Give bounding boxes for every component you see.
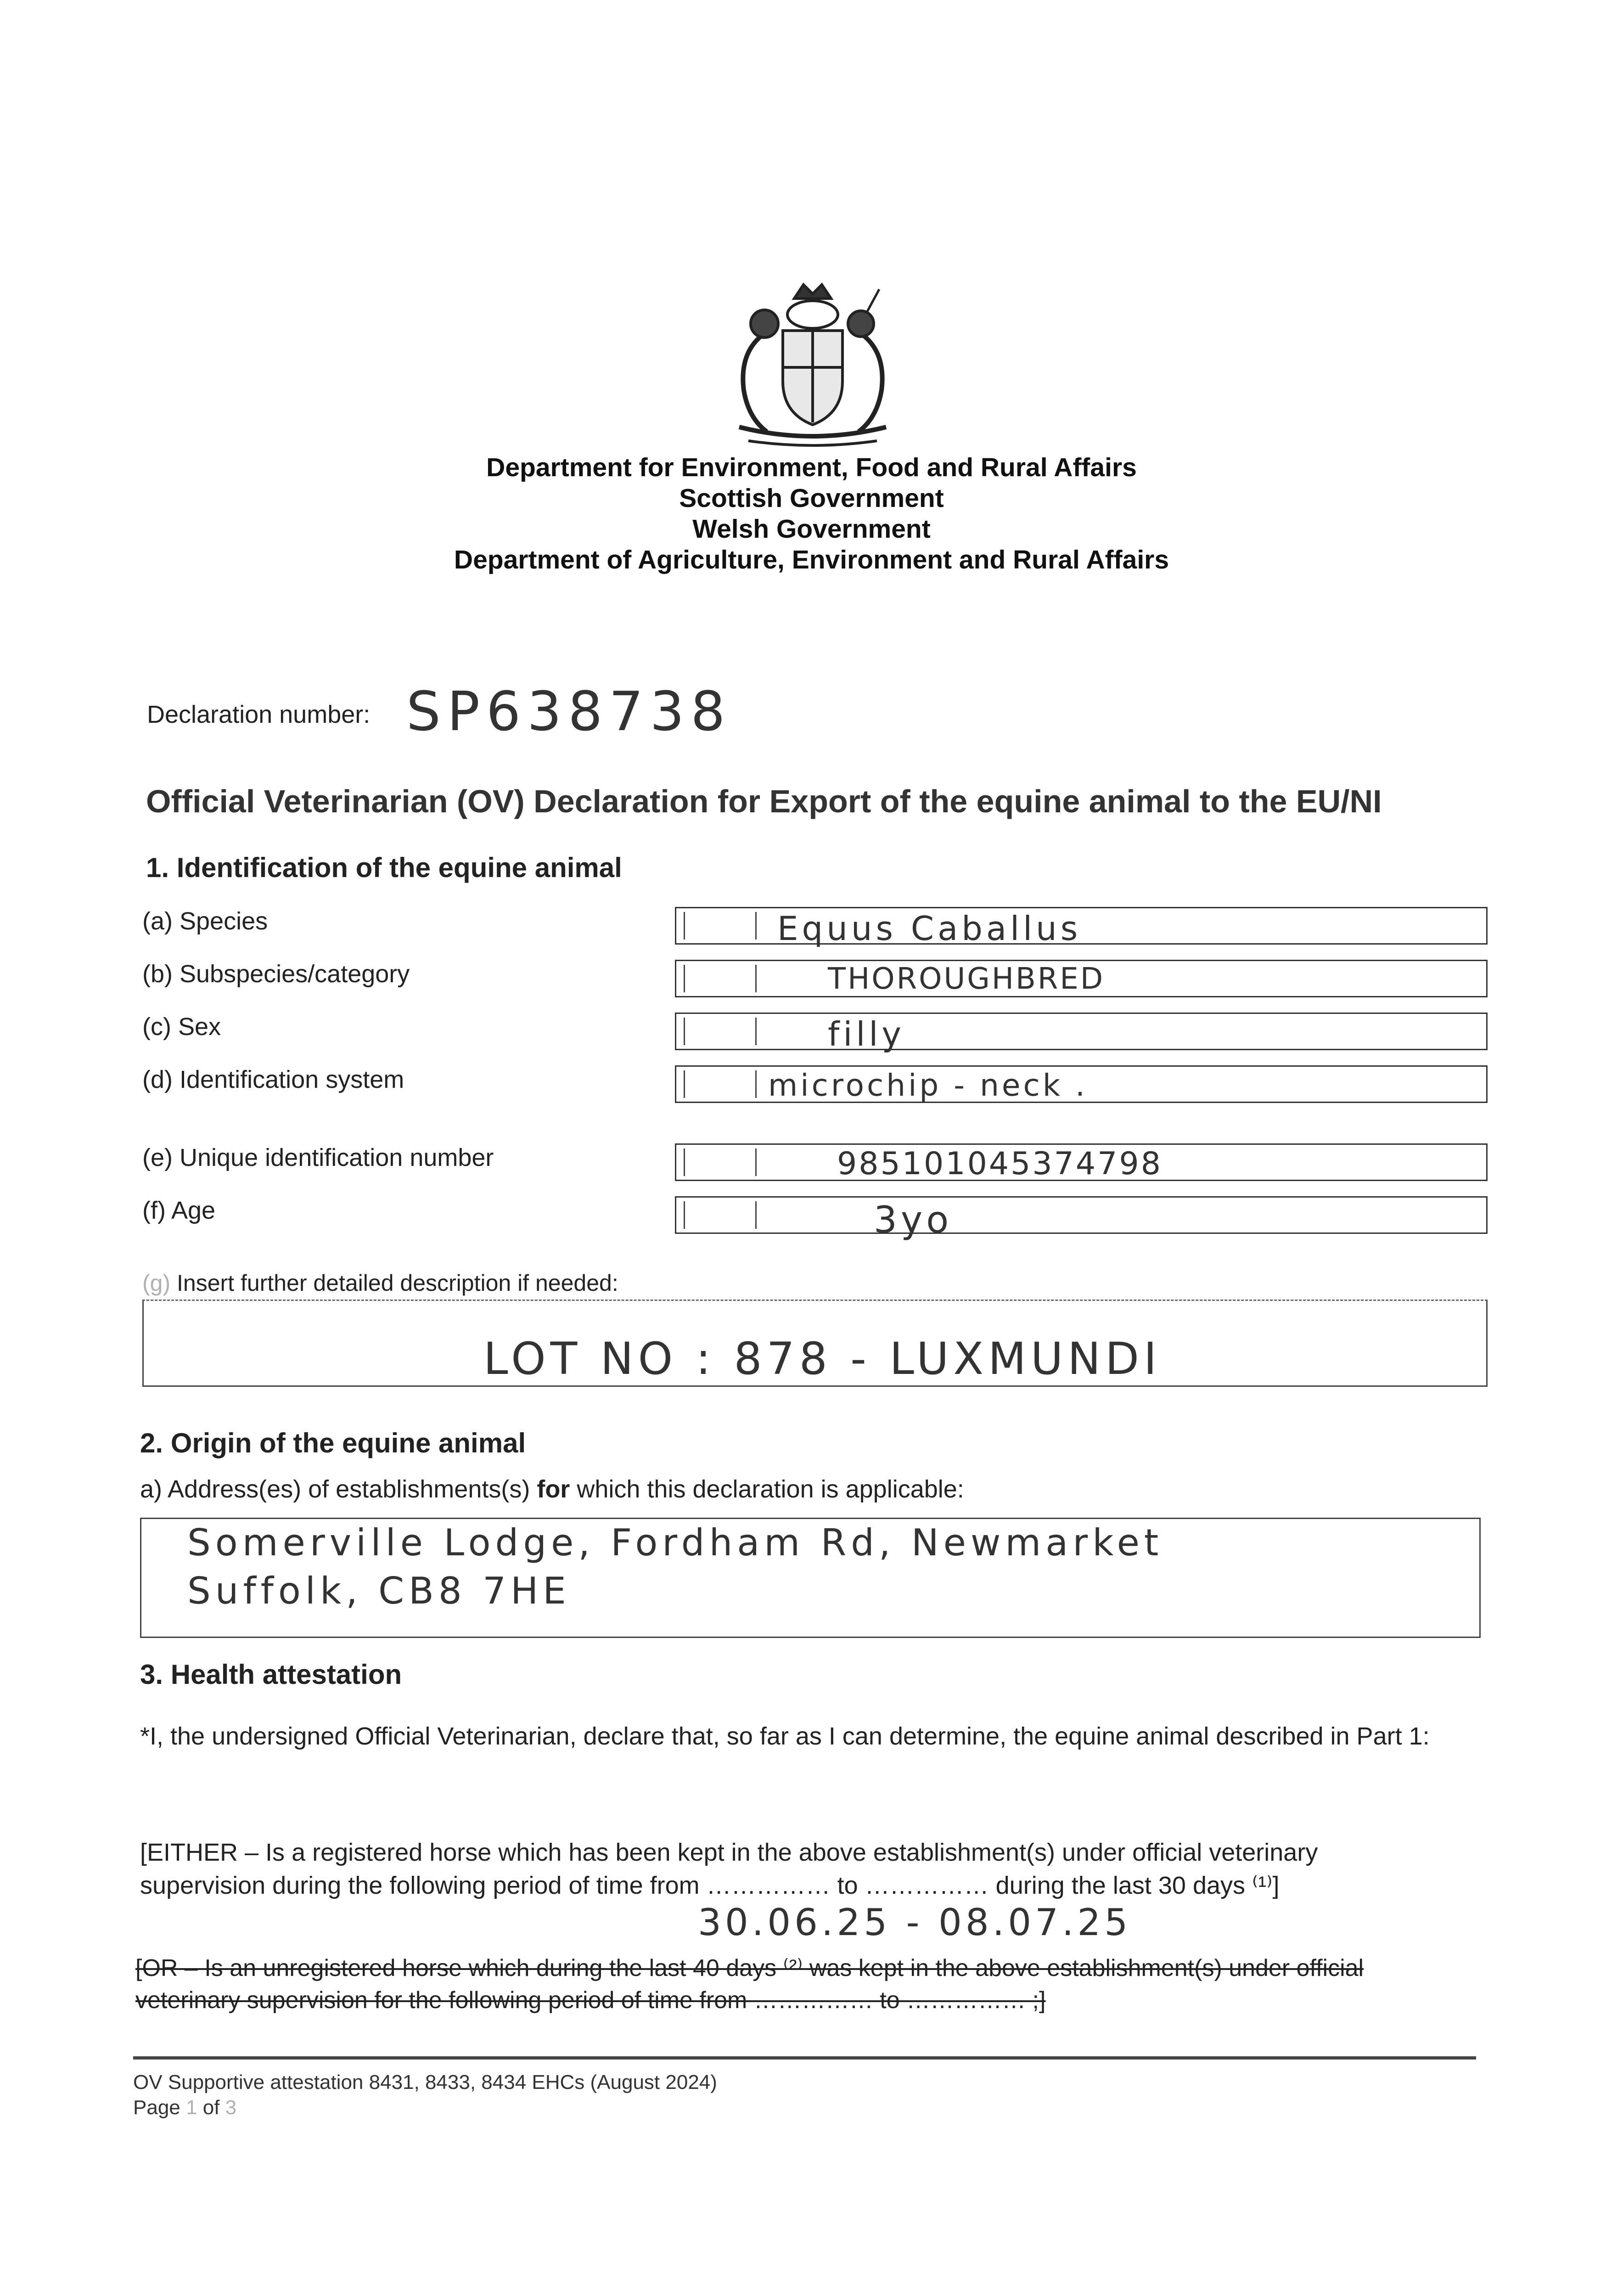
further-description-label: (g) Insert further detailed description if needed:	[142, 1270, 618, 1296]
identification-system-value: microchip - neck .	[768, 1068, 1088, 1103]
species-label: (a) Species	[142, 907, 268, 935]
footer-divider	[133, 2056, 1476, 2060]
subspecies-field	[675, 960, 1488, 997]
department-welsh-government: Welsh Government	[692, 514, 931, 544]
document-title: Official Veterinarian (OV) Declaration for Export of the equine animal to the EU/NI	[146, 783, 1382, 819]
section-2-heading: 2. Origin of the equine animal	[140, 1428, 526, 1458]
age-label: (f) Age	[142, 1197, 216, 1224]
section-1-heading: 1. Identification of the equine animal	[146, 852, 622, 883]
sex-field	[675, 1013, 1488, 1053]
address-label: a) Address(es) of establishments(s) for which this declaration is applicable:	[140, 1475, 964, 1503]
section-3-heading: 3. Health attestation	[140, 1659, 402, 1690]
either-clause-line-2: supervision during the following period of time from …………… to …………… during the last 30 days ⁽¹⁾]	[140, 1872, 1280, 1899]
unique-id-value: 985101045374798	[837, 1146, 1162, 1182]
or-clause-line-1: [OR – Is an unregistered horse which during the last 40 days ⁽²⁾ was kept in the above establishment(s) under official	[135, 1955, 1364, 1981]
identification-system-label: (d) Identification system	[142, 1066, 404, 1093]
either-clause-line-1: [EITHER – Is a registered horse which has been kept in the above establishment(s) under official veterinary	[140, 1839, 1318, 1866]
unique-id-label: (e) Unique identification number	[142, 1144, 494, 1171]
subspecies-label: (b) Subspecies/category	[142, 960, 410, 988]
further-description-value: LOT NO : 878 - LUXMUNDI	[483, 1333, 1162, 1384]
health-attestation-intro: *I, the undersigned Official Veterinarian, declare that, so far as I can determine, the equine animal described in Part 1:	[140, 1722, 1430, 1750]
species-field	[675, 907, 1488, 948]
royal-coat-of-arms-icon	[721, 280, 904, 450]
declaration-number-label: Declaration number:	[147, 701, 371, 728]
footer-attestation: OV Supportive attestation 8431, 8433, 8434 EHCs (August 2024)	[133, 2071, 717, 2093]
or-clause-line-2: veterinary supervision for the following period of time from …………… to …………… ;]	[135, 1987, 1046, 2014]
unique-id-field	[675, 1143, 1488, 1181]
address-line-1: Somerville Lodge, Fordham Rd, Newmarket	[187, 1521, 1163, 1564]
address-line-2: Suffolk, CB8 7HE	[187, 1570, 571, 1612]
age-value: 3yo	[874, 1199, 953, 1241]
sex-label: (c) Sex	[142, 1013, 221, 1041]
department-defra: Department for Environment, Food and Rural Affairs	[486, 453, 1137, 482]
declaration-number-value: SP638738	[406, 680, 732, 743]
identification-system-field	[675, 1065, 1488, 1103]
department-scottish-government: Scottish Government	[679, 484, 944, 513]
age-field	[675, 1196, 1488, 1241]
species-value: Equus Caballus	[777, 909, 1082, 948]
address-box	[140, 1518, 1481, 1638]
footer-page-number: Page 1 of 3	[133, 2096, 237, 2119]
subspecies-value: THOROUGHBRED	[828, 962, 1105, 996]
supervision-period-value: 30.06.25 - 08.07.25	[698, 1901, 1132, 1944]
department-daera: Department of Agriculture, Environment and Rural Affairs	[454, 545, 1169, 574]
sex-value: filly	[828, 1015, 905, 1053]
further-description-box	[142, 1300, 1488, 1387]
